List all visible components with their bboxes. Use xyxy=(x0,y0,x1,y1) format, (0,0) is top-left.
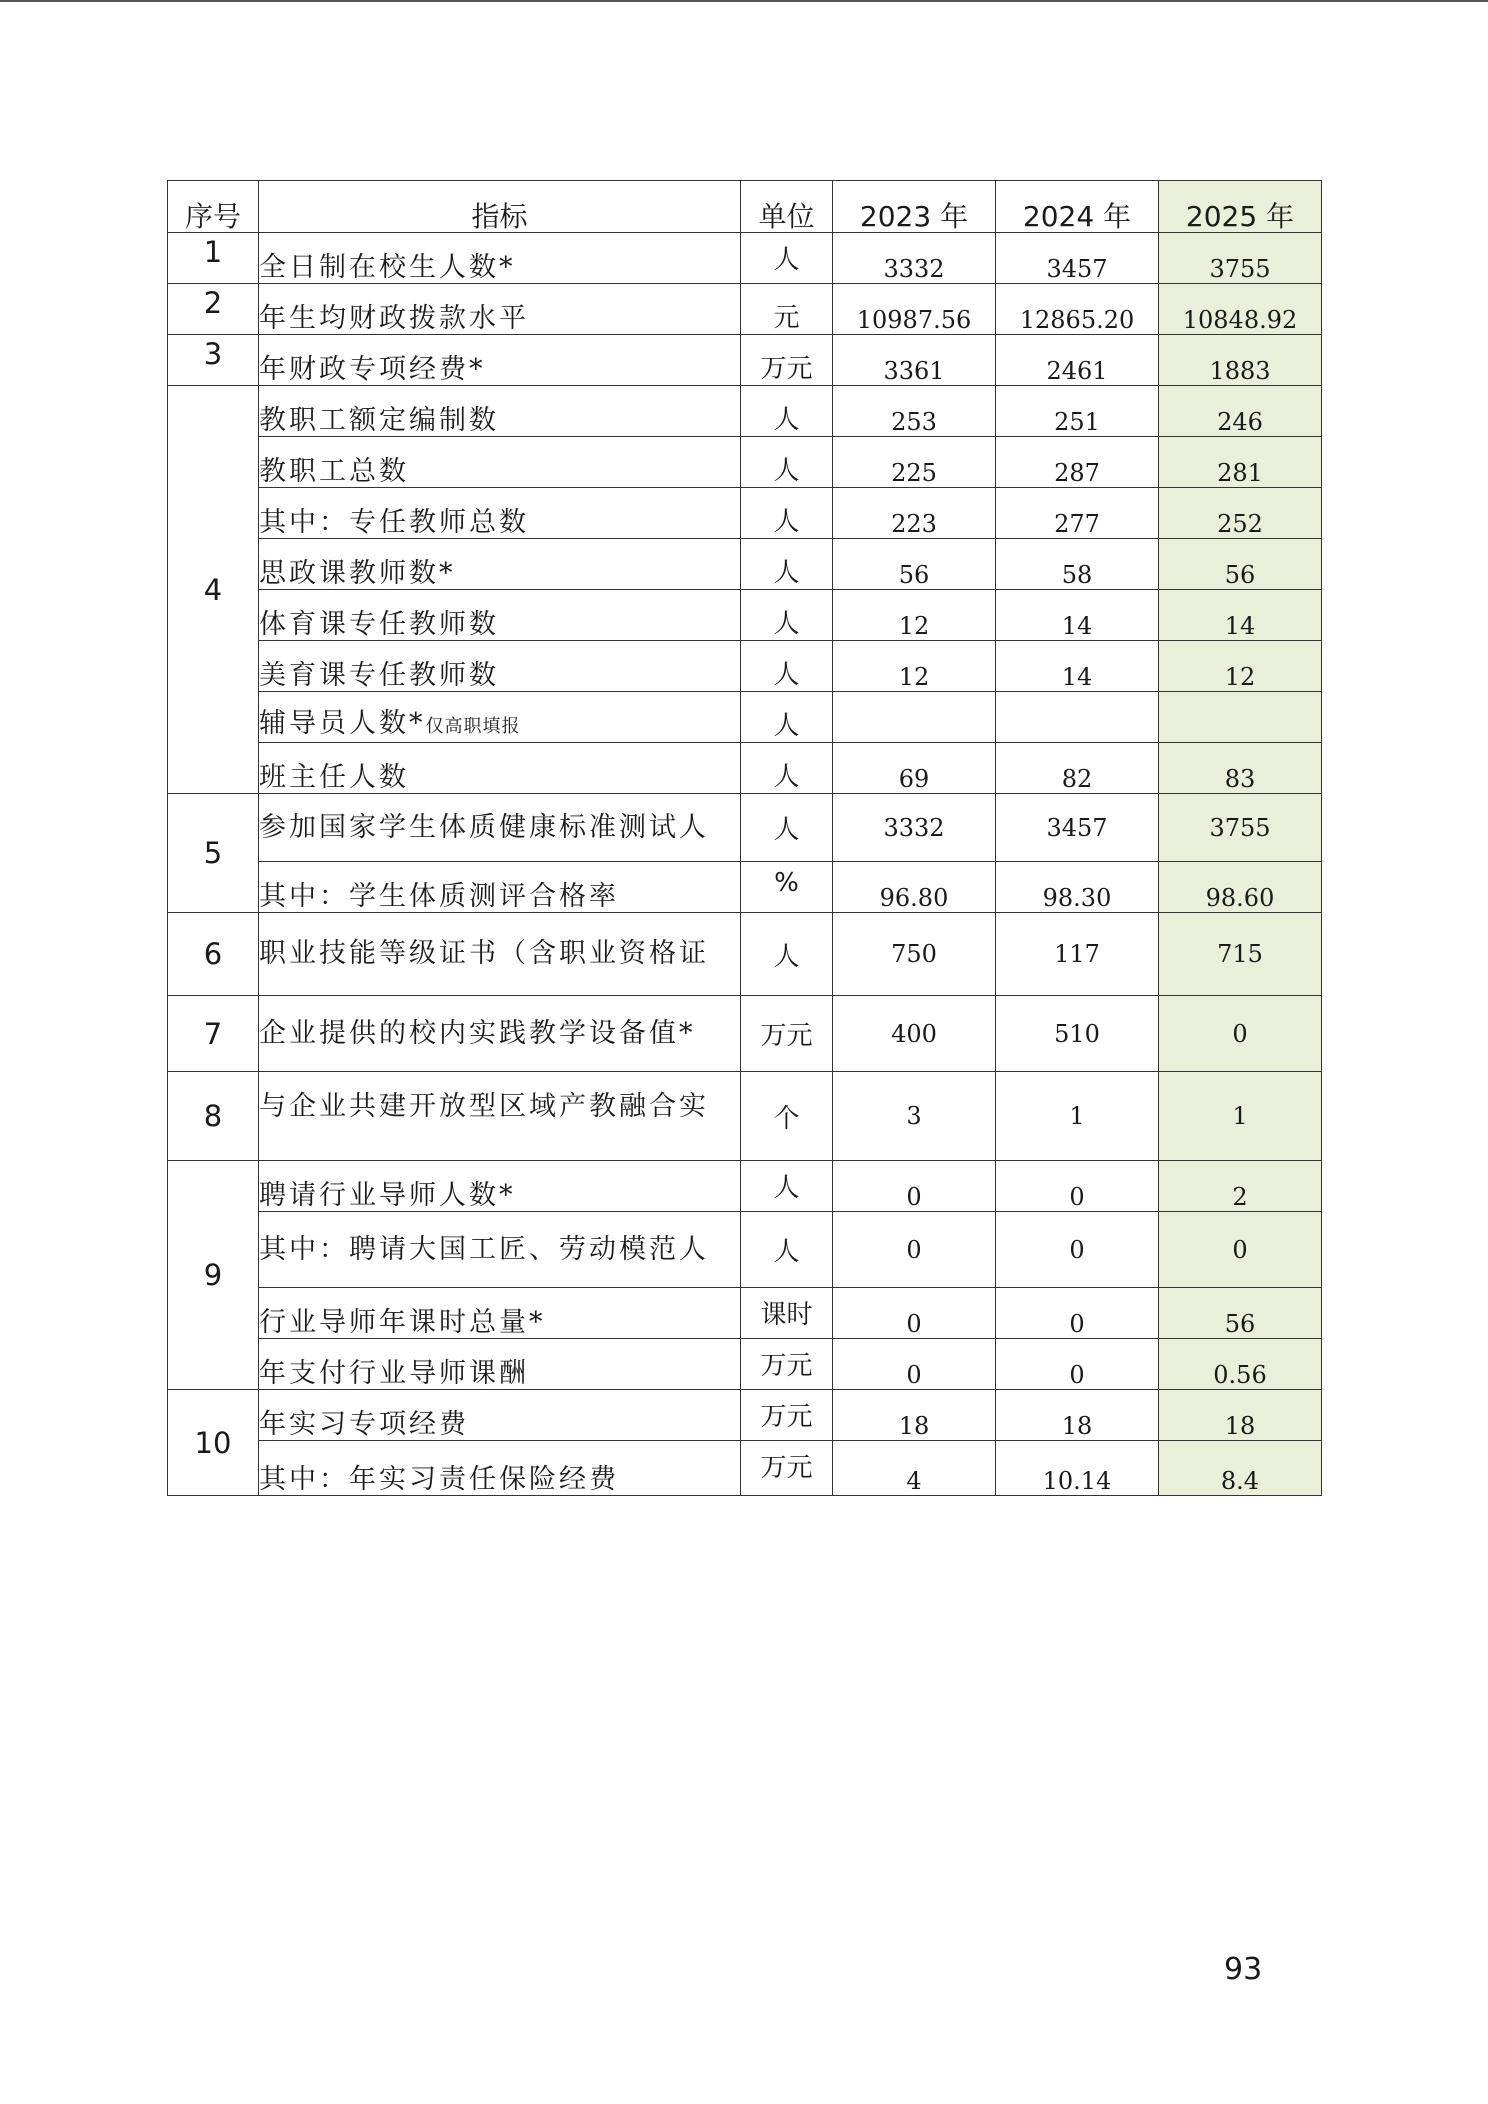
row-unit: 万元 xyxy=(741,1390,833,1441)
row-value-2023: 400 xyxy=(833,996,996,1072)
row-value-2025: 0.56 xyxy=(1159,1339,1322,1390)
table-row xyxy=(168,743,1322,794)
row-indicator: 全日制在校生人数* xyxy=(259,233,741,284)
table-row xyxy=(168,1339,1322,1390)
row-seq: 5 xyxy=(168,794,259,913)
table-row xyxy=(168,539,1322,590)
row-value-2024: 287 xyxy=(996,437,1159,488)
row-value-2024: 510 xyxy=(996,996,1159,1072)
row-unit: 人 xyxy=(741,692,833,743)
row-value-2025: 18 xyxy=(1159,1390,1322,1441)
row-unit: 人 xyxy=(741,539,833,590)
row-value-2024: 117 xyxy=(996,913,1159,996)
row-indicator: 职业技能等级证书（含职业资格证 xyxy=(259,913,741,996)
row-value-2024: 18 xyxy=(996,1390,1159,1441)
table-row xyxy=(168,1072,1322,1161)
row-value-2024: 14 xyxy=(996,641,1159,692)
row-unit: 课时 xyxy=(741,1288,833,1339)
row-value-2025: 83 xyxy=(1159,743,1322,794)
table-row xyxy=(168,794,1322,862)
row-value-2023: 0 xyxy=(833,1288,996,1339)
row-unit: 万元 xyxy=(741,1339,833,1390)
table-row xyxy=(168,284,1322,335)
top-border-line xyxy=(0,0,1488,2)
row-value-2024: 82 xyxy=(996,743,1159,794)
row-value-2024: 277 xyxy=(996,488,1159,539)
header-row xyxy=(168,181,1322,233)
row-value-2025: 56 xyxy=(1159,1288,1322,1339)
table-row xyxy=(168,335,1322,386)
table-row xyxy=(168,1390,1322,1441)
row-value-2025: 3755 xyxy=(1159,233,1322,284)
header-2023: 2023 年 xyxy=(833,181,996,233)
table-row xyxy=(168,1212,1322,1288)
row-value-2023: 3332 xyxy=(833,233,996,284)
header-unit: 单位 xyxy=(741,181,833,233)
row-indicator: 参加国家学生体质健康标准测试人 xyxy=(259,794,741,862)
row-indicator: 其中：学生体质测评合格率 xyxy=(259,862,741,913)
table-row xyxy=(168,692,1322,743)
row-value-2023: 4 xyxy=(833,1441,996,1496)
row-value-2024: 0 xyxy=(996,1212,1159,1288)
row-value-2023: 18 xyxy=(833,1390,996,1441)
table-row xyxy=(168,437,1322,488)
row-unit: 万元 xyxy=(741,996,833,1072)
table-row xyxy=(168,913,1322,996)
row-unit: 人 xyxy=(741,743,833,794)
row-value-2023: 750 xyxy=(833,913,996,996)
row-value-2024: 0 xyxy=(996,1339,1159,1390)
row-value-2023: 3332 xyxy=(833,794,996,862)
row-seq: 1 xyxy=(168,233,259,284)
row-value-2024: 251 xyxy=(996,386,1159,437)
row-seq: 3 xyxy=(168,335,259,386)
row-unit: 人 xyxy=(741,386,833,437)
table-row xyxy=(168,641,1322,692)
row-value-2024: 58 xyxy=(996,539,1159,590)
indicator-table xyxy=(167,180,1322,1496)
table-row xyxy=(168,386,1322,437)
row-value-2025: 98.60 xyxy=(1159,862,1322,913)
table-row xyxy=(168,862,1322,913)
table-row xyxy=(168,1161,1322,1212)
row-value-2025: 0 xyxy=(1159,996,1322,1072)
row-seq: 10 xyxy=(168,1390,259,1496)
row-indicator: 企业提供的校内实践教学设备值* xyxy=(259,996,741,1072)
table-row xyxy=(168,590,1322,641)
row-unit: 人 xyxy=(741,794,833,862)
row-indicator-note: 仅高职填报 xyxy=(425,716,521,737)
row-value-2023: 253 xyxy=(833,386,996,437)
row-unit: 个 xyxy=(741,1072,833,1161)
table-row xyxy=(168,1288,1322,1339)
row-indicator: 年实习专项经费 xyxy=(259,1390,741,1441)
row-value-2023 xyxy=(833,692,996,743)
row-value-2023: 12 xyxy=(833,590,996,641)
row-value-2025: 252 xyxy=(1159,488,1322,539)
row-indicator: 与企业共建开放型区域产教融合实 xyxy=(259,1072,741,1161)
row-indicator: 行业导师年课时总量* xyxy=(259,1288,741,1339)
row-value-2025 xyxy=(1159,692,1322,743)
row-indicator: 其中：聘请大国工匠、劳动模范人 xyxy=(259,1212,741,1288)
row-value-2023: 69 xyxy=(833,743,996,794)
row-value-2024: 3457 xyxy=(996,233,1159,284)
row-indicator: 年支付行业导师课酬 xyxy=(259,1339,741,1390)
row-value-2024: 2461 xyxy=(996,335,1159,386)
row-unit: 万元 xyxy=(741,1441,833,1496)
row-value-2025: 12 xyxy=(1159,641,1322,692)
page-number: 93 xyxy=(1224,1952,1263,1987)
row-indicator: 美育课专任教师数 xyxy=(259,641,741,692)
row-unit: 人 xyxy=(741,590,833,641)
row-indicator: 聘请行业导师人数* xyxy=(259,1161,741,1212)
row-indicator: 体育课专任教师数 xyxy=(259,590,741,641)
row-unit: 万元 xyxy=(741,335,833,386)
row-value-2023: 223 xyxy=(833,488,996,539)
row-value-2024 xyxy=(996,692,1159,743)
row-value-2024: 10.14 xyxy=(996,1441,1159,1496)
row-value-2024: 98.30 xyxy=(996,862,1159,913)
header-2024: 2024 年 xyxy=(996,181,1159,233)
row-value-2025: 0 xyxy=(1159,1212,1322,1288)
row-indicator: 班主任人数 xyxy=(259,743,741,794)
row-value-2025: 1 xyxy=(1159,1072,1322,1161)
row-value-2025: 56 xyxy=(1159,539,1322,590)
row-value-2024: 14 xyxy=(996,590,1159,641)
row-unit: % xyxy=(741,862,833,913)
row-unit: 元 xyxy=(741,284,833,335)
row-unit: 人 xyxy=(741,1161,833,1212)
row-value-2023: 96.80 xyxy=(833,862,996,913)
row-value-2023: 3 xyxy=(833,1072,996,1161)
row-value-2024: 0 xyxy=(996,1288,1159,1339)
row-value-2023: 225 xyxy=(833,437,996,488)
row-value-2025: 14 xyxy=(1159,590,1322,641)
row-value-2025: 10848.92 xyxy=(1159,284,1322,335)
row-indicator xyxy=(259,692,741,743)
row-seq: 8 xyxy=(168,1072,259,1161)
row-value-2023: 0 xyxy=(833,1212,996,1288)
table-row xyxy=(168,996,1322,1072)
header-2025: 2025 年 xyxy=(1159,181,1322,233)
row-value-2024: 1 xyxy=(996,1072,1159,1161)
row-indicator: 思政课教师数* xyxy=(259,539,741,590)
row-value-2025: 246 xyxy=(1159,386,1322,437)
row-indicator: 其中：年实习责任保险经费 xyxy=(259,1441,741,1496)
row-indicator: 教职工总数 xyxy=(259,437,741,488)
row-seq: 9 xyxy=(168,1161,259,1390)
row-seq: 6 xyxy=(168,913,259,996)
row-indicator: 教职工额定编制数 xyxy=(259,386,741,437)
row-unit: 人 xyxy=(741,233,833,284)
row-value-2024: 12865.20 xyxy=(996,284,1159,335)
row-value-2024: 0 xyxy=(996,1161,1159,1212)
row-value-2025: 715 xyxy=(1159,913,1322,996)
row-value-2024: 3457 xyxy=(996,794,1159,862)
row-unit: 人 xyxy=(741,488,833,539)
row-value-2023: 10987.56 xyxy=(833,284,996,335)
row-unit: 人 xyxy=(741,1212,833,1288)
row-seq: 4 xyxy=(168,386,259,794)
table-row xyxy=(168,233,1322,284)
row-value-2025: 3755 xyxy=(1159,794,1322,862)
row-value-2025: 1883 xyxy=(1159,335,1322,386)
row-unit: 人 xyxy=(741,437,833,488)
row-value-2023: 0 xyxy=(833,1339,996,1390)
row-seq: 7 xyxy=(168,996,259,1072)
row-value-2025: 2 xyxy=(1159,1161,1322,1212)
row-indicator-main: 辅导员人数* xyxy=(259,708,426,739)
row-value-2023: 0 xyxy=(833,1161,996,1212)
row-value-2025: 281 xyxy=(1159,437,1322,488)
table-row xyxy=(168,488,1322,539)
row-unit: 人 xyxy=(741,641,833,692)
row-value-2023: 3361 xyxy=(833,335,996,386)
row-indicator: 年生均财政拨款水平 xyxy=(259,284,741,335)
row-indicator: 年财政专项经费* xyxy=(259,335,741,386)
row-indicator: 其中：专任教师总数 xyxy=(259,488,741,539)
row-value-2023: 12 xyxy=(833,641,996,692)
row-value-2023: 56 xyxy=(833,539,996,590)
table-row xyxy=(168,1441,1322,1496)
header-indicator: 指标 xyxy=(259,181,741,233)
row-unit: 人 xyxy=(741,913,833,996)
header-seq: 序号 xyxy=(168,181,259,233)
row-value-2025: 8.4 xyxy=(1159,1441,1322,1496)
row-seq: 2 xyxy=(168,284,259,335)
